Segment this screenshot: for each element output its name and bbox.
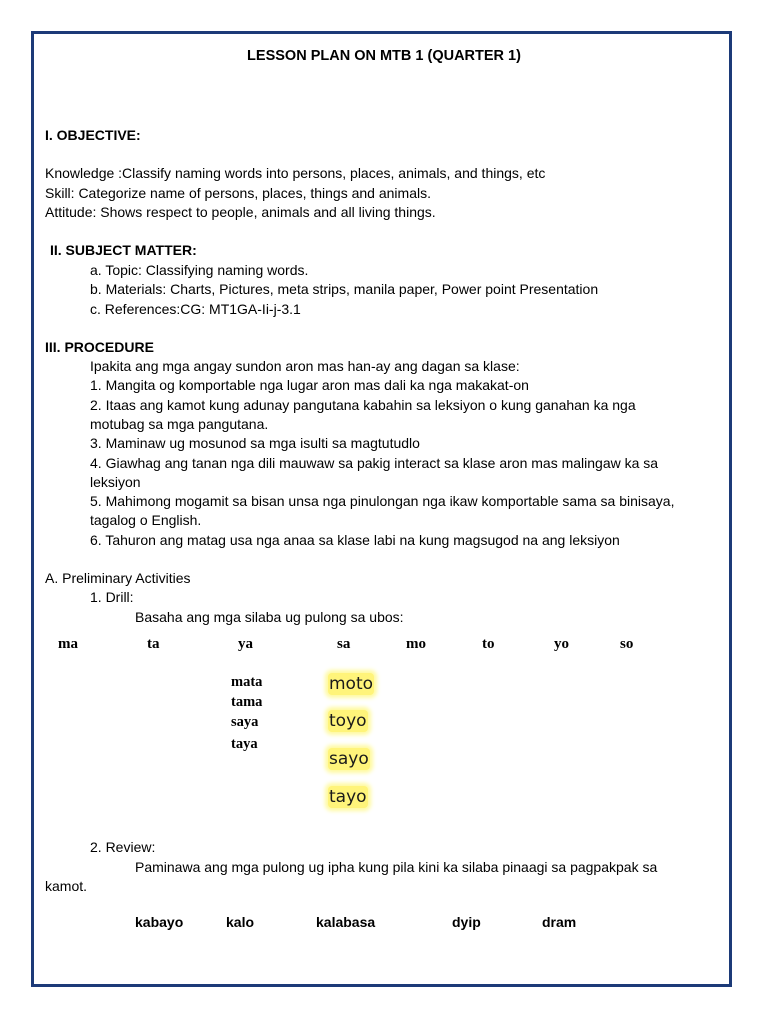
drill-word: tama xyxy=(231,694,263,710)
review-instruction-cont: kamot. xyxy=(45,878,88,894)
objective-attitude: Attitude: Shows respect to people, animals and all living things. xyxy=(45,204,436,220)
preliminary-heading: A. Preliminary Activities xyxy=(45,570,191,586)
highlighted-word: sayo xyxy=(329,749,369,769)
procedure-intro: Ipakita ang mga angay sundon aron mas han-ay ang dagan sa klase: xyxy=(90,358,520,374)
procedure-line: motubag sa mga pangutana. xyxy=(90,416,269,432)
objective-heading: I. OBJECTIVE: xyxy=(45,127,141,143)
review-instruction: Paminawa ang mga pulong ug ipha kung pila kini ka silaba pinaagi sa pagpakpak sa xyxy=(135,859,658,875)
syllable: ya xyxy=(238,636,253,652)
page-title: LESSON PLAN ON MTB 1 (QUARTER 1) xyxy=(247,48,521,64)
review-word: dyip xyxy=(452,914,481,930)
review-word: kalo xyxy=(226,914,255,930)
procedure-line: 4. Giawhag ang tanan nga dili mauwaw sa pakig interact sa klase aron mas malingaw ka sa xyxy=(90,455,659,471)
subject-matter-references: c. References:CG: MT1GA-Ii-j-3.1 xyxy=(90,301,301,317)
objective-knowledge: Knowledge :Classify naming words into persons, places, animals, and things, etc xyxy=(45,165,546,181)
procedure-line: 1. Mangita og komportable nga lugar aron mas dali ka nga makakat-on xyxy=(90,377,529,393)
procedure-line: 2. Itaas ang kamot kung adunay pangutana kabahin sa leksiyon o kung ganahan ka nga xyxy=(90,397,636,413)
procedure-heading: III. PROCEDURE xyxy=(45,339,154,355)
syllable: so xyxy=(620,636,634,652)
drill-word: mata xyxy=(231,674,263,690)
objective-skill: Skill: Categorize name of persons, places, things and animals. xyxy=(45,185,431,201)
procedure-line: 6. Tahuron ang matag usa nga anaa sa klase labi na kung magsugod na ang leksiyon xyxy=(90,532,620,548)
procedure-line: leksiyon xyxy=(90,474,141,490)
drill-instruction: Basaha ang mga silaba ug pulong sa ubos: xyxy=(135,609,404,625)
syllable: ta xyxy=(147,636,160,652)
procedure-line: 5. Mahimong mogamit sa bisan unsa nga pinulongan nga ikaw komportable sama sa binisaya, xyxy=(90,493,675,509)
review-word: dram xyxy=(542,914,577,930)
syllable: mo xyxy=(406,636,426,652)
procedure-line: 3. Maminaw ug mosunod sa mga isulti sa magtutudlo xyxy=(90,435,420,451)
review-word: kabayo xyxy=(135,914,184,930)
review-label: 2. Review: xyxy=(90,839,156,855)
drill-word: taya xyxy=(231,736,258,752)
syllable: to xyxy=(482,636,495,652)
subject-matter-topic: a. Topic: Classifying naming words. xyxy=(90,262,309,278)
highlighted-word: toyo xyxy=(329,711,367,731)
syllable: ma xyxy=(58,636,78,652)
drill-word: saya xyxy=(231,714,259,730)
procedure-line: tagalog o English. xyxy=(90,512,202,528)
drill-label: 1. Drill: xyxy=(90,589,134,605)
subject-matter-heading: II. SUBJECT MATTER: xyxy=(50,242,197,258)
syllable: sa xyxy=(337,636,351,652)
subject-matter-materials: b. Materials: Charts, Pictures, meta strips, manila paper, Power point Presentation xyxy=(90,281,599,297)
highlighted-word: moto xyxy=(329,674,374,694)
review-word: kalabasa xyxy=(316,914,376,930)
syllable: yo xyxy=(554,636,569,652)
highlighted-word: tayo xyxy=(329,787,367,807)
